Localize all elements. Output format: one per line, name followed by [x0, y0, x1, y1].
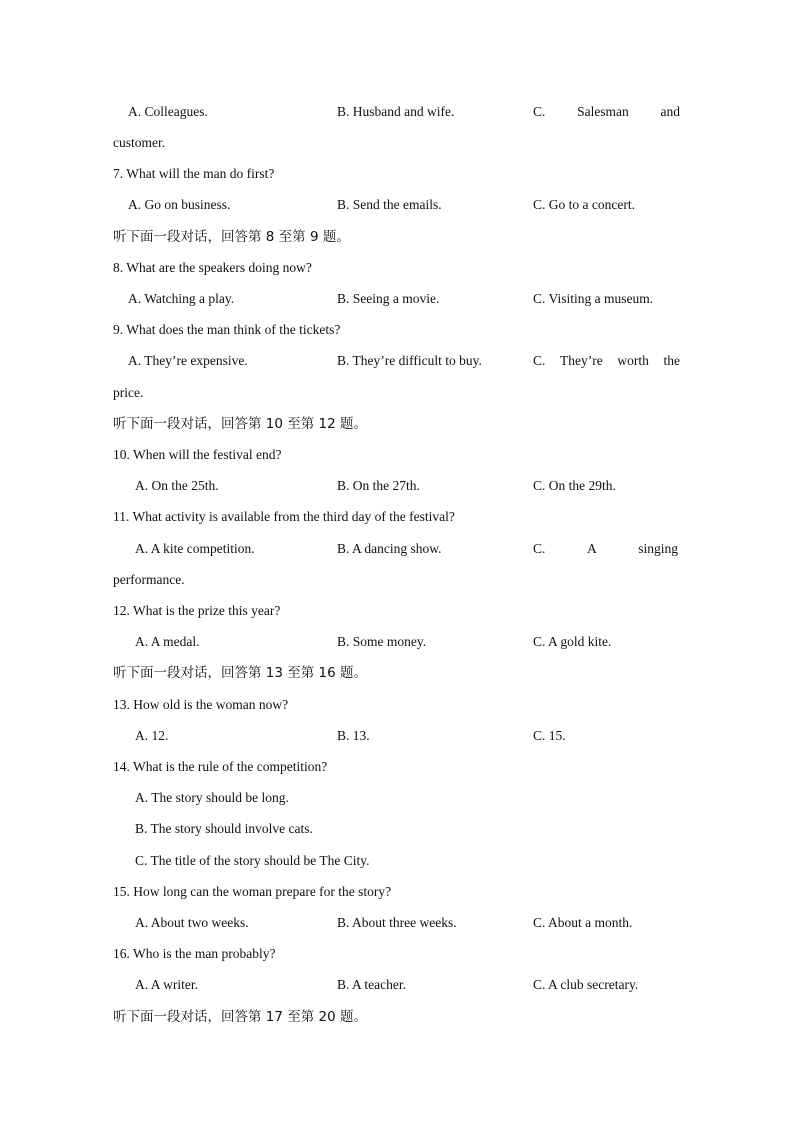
q9-option-c-word: They’re: [560, 353, 603, 368]
q10-option-c: C. On the 29th.: [533, 478, 616, 493]
q16-options-row: [0, 975, 794, 995]
q7-option-c: C. Go to a concert.: [533, 197, 635, 212]
q16-question-row: [0, 944, 794, 964]
q14-option-c: C. The title of the story should be The City.: [135, 853, 370, 868]
q14-question: 14. What is the rule of the competition?: [113, 759, 328, 774]
q11-option-c-word: singing: [638, 541, 678, 556]
q11-option-c-continuation: [0, 570, 794, 590]
q8-options-row: [0, 289, 794, 309]
q10-options-row: [0, 476, 794, 496]
q8-question: 8. What are the speakers doing now?: [113, 260, 312, 275]
q11-option-c: [533, 539, 678, 559]
q8-option-b: B. Seeing a movie.: [337, 291, 440, 306]
q7-option-a: A. Go on business.: [128, 197, 231, 212]
q14-option-c-row: [0, 851, 794, 871]
section-heading-13-16: [0, 663, 794, 683]
q11-option-c-word: C.: [533, 541, 546, 556]
q13-options-row: [0, 726, 794, 746]
q11-question: 11. What activity is available from the third day of the festival?: [113, 509, 455, 524]
q16-option-c: C. A club secretary.: [533, 977, 639, 992]
q11-option-a: A. A kite competition.: [135, 541, 255, 556]
q10-question-row: [0, 445, 794, 465]
q9-options-row: [0, 351, 794, 371]
q9-option-c: [533, 351, 680, 371]
q11-options-row: [0, 539, 794, 559]
q9-option-b: B. They’re difficult to buy.: [337, 353, 482, 368]
q14-option-a: A. The story should be long.: [135, 790, 289, 805]
q13-question-row: [0, 695, 794, 715]
section-heading-8-9: [0, 227, 794, 247]
q9-option-c-cont: price.: [113, 385, 144, 400]
q15-question-row: [0, 882, 794, 902]
q12-question-row: [0, 601, 794, 621]
section-heading-text: 听下面一段对话，回答第 8 至第 9 题。: [113, 229, 350, 245]
q12-options-row: [0, 632, 794, 652]
q11-option-c-word: A: [586, 541, 597, 556]
q14-option-b-row: [0, 819, 794, 839]
q11-option-b: B. A dancing show.: [337, 541, 442, 556]
q10-question: 10. When will the festival end?: [113, 447, 282, 462]
q6-option-c-continuation: [0, 133, 794, 153]
q9-option-c-word: C.: [533, 353, 546, 368]
q9-question: 9. What does the man think of the tickets?: [113, 322, 341, 337]
section-heading-10-12: [0, 414, 794, 434]
q10-option-b: B. On the 27th.: [337, 478, 420, 493]
q7-options-row: [0, 195, 794, 215]
q15-option-c: C. About a month.: [533, 915, 633, 930]
q12-option-a: A. A medal.: [135, 634, 200, 649]
q11-question-row: [0, 507, 794, 527]
q7-option-b: B. Send the emails.: [337, 197, 442, 212]
q9-option-c-word: worth: [617, 353, 649, 368]
q6-option-c-cont: customer.: [113, 135, 166, 150]
q10-option-a: A. On the 25th.: [135, 478, 219, 493]
q6-option-c: [533, 102, 680, 122]
q12-option-c: C. A gold kite.: [533, 634, 612, 649]
q13-option-a: A. 12.: [135, 728, 169, 743]
q15-question: 15. How long can the woman prepare for the story?: [113, 884, 392, 899]
section-heading-text: 听下面一段对话，回答第 17 至第 20 题。: [113, 1009, 368, 1025]
q6-option-b: B. Husband and wife.: [337, 104, 455, 119]
q11-option-c-cont: performance.: [113, 572, 185, 587]
q13-question: 13. How old is the woman now?: [113, 697, 289, 712]
q14-question-row: [0, 757, 794, 777]
q6-options-row: [0, 102, 794, 122]
section-heading-text: 听下面一段对话，回答第 13 至第 16 题。: [113, 665, 368, 681]
q13-option-c: C. 15.: [533, 728, 566, 743]
q15-option-b: B. About three weeks.: [337, 915, 457, 930]
q9-option-c-continuation: [0, 383, 794, 403]
q14-option-a-row: [0, 788, 794, 808]
q12-option-b: B. Some money.: [337, 634, 427, 649]
q16-option-b: B. A teacher.: [337, 977, 406, 992]
q8-option-a: A. Watching a play.: [128, 291, 235, 306]
q12-question: 12. What is the prize this year?: [113, 603, 281, 618]
q16-question: 16. Who is the man probably?: [113, 946, 276, 961]
q9-option-a: A. They’re expensive.: [128, 353, 248, 368]
q16-option-a: A. A writer.: [135, 977, 198, 992]
section-heading-17-20: [0, 1007, 794, 1027]
q7-question: 7. What will the man do first?: [113, 166, 275, 181]
q6-option-c-word: Salesman: [577, 104, 629, 119]
q7-question-row: [0, 164, 794, 184]
q6-option-c-word: C.: [533, 104, 546, 119]
q6-option-c-word: and: [660, 104, 680, 119]
q8-option-c: C. Visiting a museum.: [533, 291, 654, 306]
q8-question-row: [0, 258, 794, 278]
q9-question-row: [0, 320, 794, 340]
q14-option-b: B. The story should involve cats.: [135, 821, 313, 836]
q6-option-a: A. Colleagues.: [128, 104, 208, 119]
q13-option-b: B. 13.: [337, 728, 370, 743]
section-heading-text: 听下面一段对话，回答第 10 至第 12 题。: [113, 416, 368, 432]
q9-option-c-word: the: [663, 353, 680, 368]
q15-option-a: A. About two weeks.: [135, 915, 249, 930]
q15-options-row: [0, 913, 794, 933]
